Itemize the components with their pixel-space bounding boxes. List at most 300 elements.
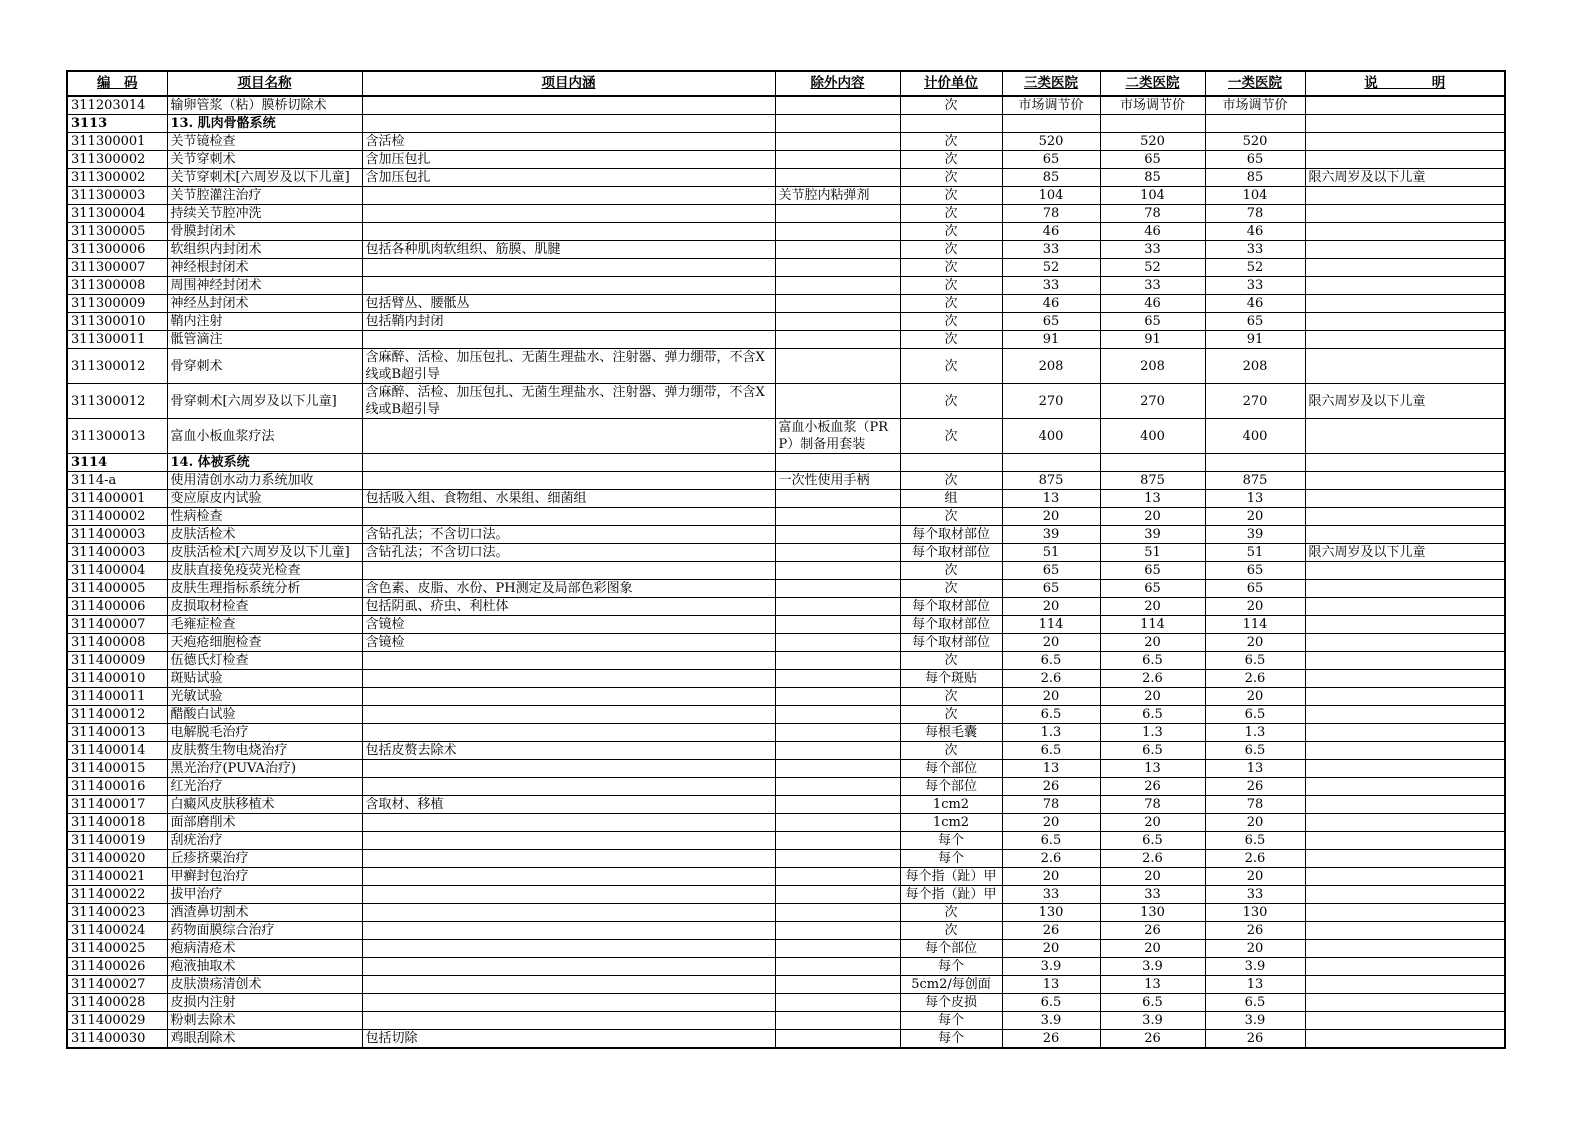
cell-hospital1: 市场调节价	[1205, 96, 1305, 115]
cell-name: 变应原皮内试验	[167, 490, 362, 508]
cell-note	[1305, 886, 1505, 904]
cell-excluded	[775, 832, 900, 850]
cell-name: 性病检查	[167, 508, 362, 526]
table-row	[67, 151, 1505, 169]
cell-hospital1: 2.6	[1205, 850, 1305, 868]
cell-name: 骨穿刺术	[167, 349, 362, 384]
cell-hospital2: 78	[1100, 796, 1205, 814]
cell-name: 关节腔灌注治疗	[167, 187, 362, 205]
cell-hospital2: 6.5	[1100, 652, 1205, 670]
cell-hospital2: 33	[1100, 241, 1205, 259]
cell-hospital1: 39	[1205, 526, 1305, 544]
cell-hospital3: 51	[1002, 544, 1100, 562]
cell-hospital1: 208	[1205, 349, 1305, 384]
cell-note	[1305, 760, 1505, 778]
cell-content	[362, 778, 775, 796]
cell-hospital3: 20	[1002, 940, 1100, 958]
cell-code: 311300001	[67, 133, 167, 151]
cell-hospital1: 6.5	[1205, 832, 1305, 850]
table-row	[67, 241, 1505, 259]
cell-code: 311400025	[67, 940, 167, 958]
cell-hospital2: 65	[1100, 313, 1205, 331]
cell-content	[362, 419, 775, 454]
cell-name: 红光治疗	[167, 778, 362, 796]
cell-content: 包括吸入组、食物组、水果组、细菌组	[362, 490, 775, 508]
cell-note	[1305, 205, 1505, 223]
cell-hospital2: 39	[1100, 526, 1205, 544]
table-row	[67, 724, 1505, 742]
cell-hospital2: 3.9	[1100, 1012, 1205, 1030]
cell-hospital2: 13	[1100, 760, 1205, 778]
cell-note	[1305, 868, 1505, 886]
cell-note	[1305, 223, 1505, 241]
cell-code: 311300002	[67, 169, 167, 187]
cell-note	[1305, 1030, 1505, 1049]
cell-unit: 每个	[900, 850, 1002, 868]
cell-note	[1305, 742, 1505, 760]
cell-code: 311400015	[67, 760, 167, 778]
cell-content: 包括鞘内封闭	[362, 313, 775, 331]
cell-hospital2: 46	[1100, 223, 1205, 241]
cell-unit: 每个部位	[900, 778, 1002, 796]
cell-hospital1: 20	[1205, 634, 1305, 652]
cell-code: 311400024	[67, 922, 167, 940]
cell-hospital2	[1100, 454, 1205, 472]
cell-hospital1: 26	[1205, 778, 1305, 796]
cell-code: 311400009	[67, 652, 167, 670]
cell-code: 311300012	[67, 384, 167, 419]
cell-code: 311300013	[67, 419, 167, 454]
table-row	[67, 580, 1505, 598]
cell-hospital2: 208	[1100, 349, 1205, 384]
cell-note	[1305, 598, 1505, 616]
cell-unit: 次	[900, 419, 1002, 454]
cell-hospital1: 104	[1205, 187, 1305, 205]
cell-unit: 每个斑贴	[900, 670, 1002, 688]
cell-excluded	[775, 259, 900, 277]
cell-name: 使用清创水动力系统加收	[167, 472, 362, 490]
table-row	[67, 419, 1505, 454]
cell-unit: 5cm2/每创面	[900, 976, 1002, 994]
cell-name: 疱病清疮术	[167, 940, 362, 958]
cell-hospital1: 3.9	[1205, 958, 1305, 976]
cell-content	[362, 96, 775, 115]
cell-code: 311400008	[67, 634, 167, 652]
cell-content	[362, 886, 775, 904]
cell-note	[1305, 562, 1505, 580]
cell-code: 311400003	[67, 526, 167, 544]
cell-name: 甲癣封包治疗	[167, 868, 362, 886]
cell-hospital3: 39	[1002, 526, 1100, 544]
cell-content: 含麻醉、活检、加压包扎、无菌生理盐水、注射器、弹力绷带，不含X线或B超引导	[362, 384, 775, 419]
table-row	[67, 616, 1505, 634]
cell-note	[1305, 634, 1505, 652]
cell-note	[1305, 472, 1505, 490]
cell-note	[1305, 814, 1505, 832]
cell-hospital1: 3.9	[1205, 1012, 1305, 1030]
cell-hospital1: 20	[1205, 940, 1305, 958]
cell-note	[1305, 706, 1505, 724]
cell-name: 皮肤赘生物电烧治疗	[167, 742, 362, 760]
cell-hospital1: 85	[1205, 169, 1305, 187]
table-row	[67, 313, 1505, 331]
cell-hospital3: 400	[1002, 419, 1100, 454]
cell-hospital3: 1.3	[1002, 724, 1100, 742]
cell-excluded	[775, 922, 900, 940]
cell-unit: 次	[900, 706, 1002, 724]
cell-content	[362, 832, 775, 850]
cell-content	[362, 670, 775, 688]
cell-name: 皮肤活检术[六周岁及以下儿童]	[167, 544, 362, 562]
cell-hospital1	[1205, 115, 1305, 133]
cell-content	[362, 508, 775, 526]
cell-hospital2: 114	[1100, 616, 1205, 634]
cell-hospital3: 市场调节价	[1002, 96, 1100, 115]
cell-excluded	[775, 241, 900, 259]
cell-hospital2: 85	[1100, 169, 1205, 187]
cell-note	[1305, 187, 1505, 205]
cell-hospital2: 26	[1100, 1030, 1205, 1049]
cell-hospital2: 1.3	[1100, 724, 1205, 742]
cell-content	[362, 760, 775, 778]
cell-name: 电解脱毛治疗	[167, 724, 362, 742]
cell-content	[362, 562, 775, 580]
cell-code: 311400022	[67, 886, 167, 904]
cell-hospital3: 52	[1002, 259, 1100, 277]
cell-hospital3: 6.5	[1002, 706, 1100, 724]
cell-hospital3: 20	[1002, 634, 1100, 652]
cell-unit: 每个	[900, 1012, 1002, 1030]
cell-name: 药物面膜综合治疗	[167, 922, 362, 940]
cell-hospital2: 20	[1100, 598, 1205, 616]
cell-code: 311400007	[67, 616, 167, 634]
cell-hospital1: 65	[1205, 580, 1305, 598]
cell-hospital2: 91	[1100, 331, 1205, 349]
cell-code: 311400023	[67, 904, 167, 922]
cell-content: 含钻孔法；不含切口法。	[362, 526, 775, 544]
cell-content: 包括阴虱、疥虫、利杜体	[362, 598, 775, 616]
header-row	[67, 71, 1505, 96]
cell-content: 含活检	[362, 133, 775, 151]
cell-hospital3: 46	[1002, 223, 1100, 241]
cell-note	[1305, 688, 1505, 706]
table-row	[67, 688, 1505, 706]
cell-content	[362, 922, 775, 940]
cell-hospital3: 26	[1002, 922, 1100, 940]
cell-hospital2: 130	[1100, 904, 1205, 922]
cell-excluded	[775, 760, 900, 778]
cell-excluded	[775, 634, 900, 652]
cell-unit: 次	[900, 742, 1002, 760]
cell-hospital3: 130	[1002, 904, 1100, 922]
cell-hospital1: 270	[1205, 384, 1305, 419]
cell-hospital3: 6.5	[1002, 832, 1100, 850]
cell-name: 关节穿刺术[六周岁及以下儿童]	[167, 169, 362, 187]
cell-hospital3	[1002, 115, 1100, 133]
cell-note	[1305, 832, 1505, 850]
cell-unit: 每根毛囊	[900, 724, 1002, 742]
cell-content	[362, 958, 775, 976]
table-row	[67, 796, 1505, 814]
table-row	[67, 223, 1505, 241]
cell-name: 皮损内注射	[167, 994, 362, 1012]
table-row	[67, 205, 1505, 223]
cell-name: 皮肤溃疡清创术	[167, 976, 362, 994]
cell-code: 311300005	[67, 223, 167, 241]
cell-hospital3: 875	[1002, 472, 1100, 490]
cell-excluded	[775, 1012, 900, 1030]
cell-note	[1305, 994, 1505, 1012]
table-row	[67, 742, 1505, 760]
cell-code: 311400020	[67, 850, 167, 868]
cell-note	[1305, 850, 1505, 868]
cell-unit: 每个指（趾）甲	[900, 886, 1002, 904]
cell-content	[362, 940, 775, 958]
table-row	[67, 169, 1505, 187]
cell-excluded	[775, 706, 900, 724]
cell-excluded	[775, 724, 900, 742]
cell-hospital1: 20	[1205, 508, 1305, 526]
cell-hospital2: 78	[1100, 205, 1205, 223]
cell-excluded	[775, 994, 900, 1012]
cell-note	[1305, 115, 1505, 133]
cell-hospital1: 51	[1205, 544, 1305, 562]
cell-hospital3: 6.5	[1002, 994, 1100, 1012]
cell-hospital1: 20	[1205, 688, 1305, 706]
table-row	[67, 562, 1505, 580]
cell-code: 311400011	[67, 688, 167, 706]
cell-code: 311400012	[67, 706, 167, 724]
cell-hospital3: 85	[1002, 169, 1100, 187]
cell-excluded: 一次性使用手柄	[775, 472, 900, 490]
cell-content	[362, 205, 775, 223]
cell-hospital1: 13	[1205, 490, 1305, 508]
cell-hospital3	[1002, 454, 1100, 472]
cell-hospital1: 65	[1205, 562, 1305, 580]
cell-hospital3: 3.9	[1002, 1012, 1100, 1030]
cell-hospital2: 65	[1100, 562, 1205, 580]
cell-hospital3: 2.6	[1002, 850, 1100, 868]
cell-name: 鸡眼刮除术	[167, 1030, 362, 1049]
cell-content	[362, 868, 775, 886]
column-header-note: 说 明	[1305, 71, 1505, 96]
cell-excluded	[775, 277, 900, 295]
cell-hospital3: 46	[1002, 295, 1100, 313]
cell-unit: 次	[900, 313, 1002, 331]
cell-code: 311400006	[67, 598, 167, 616]
cell-name: 毛雍症检查	[167, 616, 362, 634]
cell-hospital2: 875	[1100, 472, 1205, 490]
cell-excluded	[775, 868, 900, 886]
cell-excluded	[775, 490, 900, 508]
table-row	[67, 868, 1505, 886]
cell-note	[1305, 652, 1505, 670]
cell-excluded	[775, 313, 900, 331]
table-row	[67, 526, 1505, 544]
cell-note	[1305, 419, 1505, 454]
cell-unit: 次	[900, 259, 1002, 277]
cell-excluded	[775, 205, 900, 223]
cell-content: 包括各种肌肉软组织、筋膜、肌腱	[362, 241, 775, 259]
cell-unit: 次	[900, 562, 1002, 580]
table-row	[67, 940, 1505, 958]
cell-hospital1: 6.5	[1205, 994, 1305, 1012]
cell-hospital1: 1.3	[1205, 724, 1305, 742]
cell-hospital2: 6.5	[1100, 994, 1205, 1012]
cell-hospital3: 33	[1002, 241, 1100, 259]
cell-hospital3: 20	[1002, 508, 1100, 526]
cell-hospital1: 78	[1205, 796, 1305, 814]
cell-hospital1: 20	[1205, 868, 1305, 886]
table-row	[67, 384, 1505, 419]
cell-hospital1: 33	[1205, 277, 1305, 295]
cell-hospital1: 46	[1205, 223, 1305, 241]
table-row	[67, 850, 1505, 868]
cell-hospital1: 400	[1205, 419, 1305, 454]
cell-hospital3: 33	[1002, 277, 1100, 295]
cell-content	[362, 277, 775, 295]
cell-content	[362, 706, 775, 724]
cell-hospital2: 2.6	[1100, 670, 1205, 688]
cell-hospital2: 65	[1100, 151, 1205, 169]
cell-unit: 每个取材部位	[900, 616, 1002, 634]
cell-hospital2: 33	[1100, 886, 1205, 904]
cell-hospital3: 114	[1002, 616, 1100, 634]
cell-content	[362, 850, 775, 868]
table-row	[67, 886, 1505, 904]
cell-excluded	[775, 850, 900, 868]
cell-hospital2: 3.9	[1100, 958, 1205, 976]
cell-name: 皮肤直接免疫荧光检查	[167, 562, 362, 580]
cell-name: 天疱疮细胞检查	[167, 634, 362, 652]
cell-unit: 次	[900, 277, 1002, 295]
table-row	[67, 904, 1505, 922]
cell-note	[1305, 526, 1505, 544]
cell-name: 刮疣治疗	[167, 832, 362, 850]
cell-content: 含取材、移植	[362, 796, 775, 814]
cell-excluded	[775, 96, 900, 115]
cell-unit: 1cm2	[900, 814, 1002, 832]
cell-note	[1305, 940, 1505, 958]
cell-hospital3: 104	[1002, 187, 1100, 205]
cell-excluded	[775, 169, 900, 187]
cell-excluded	[775, 742, 900, 760]
cell-note	[1305, 778, 1505, 796]
cell-code: 311400002	[67, 508, 167, 526]
table-body	[67, 96, 1505, 1048]
cell-note	[1305, 670, 1505, 688]
cell-hospital3: 91	[1002, 331, 1100, 349]
cell-hospital2: 26	[1100, 922, 1205, 940]
cell-unit: 次	[900, 205, 1002, 223]
cell-unit: 次	[900, 922, 1002, 940]
cell-name: 富血小板血浆疗法	[167, 419, 362, 454]
cell-note	[1305, 616, 1505, 634]
cell-excluded	[775, 1030, 900, 1049]
cell-hospital3: 20	[1002, 598, 1100, 616]
cell-unit: 次	[900, 96, 1002, 115]
cell-note	[1305, 724, 1505, 742]
cell-content	[362, 904, 775, 922]
cell-content	[362, 454, 775, 472]
cell-content: 含钻孔法；不含切口法。	[362, 544, 775, 562]
cell-note	[1305, 96, 1505, 115]
cell-unit: 每个指（趾）甲	[900, 868, 1002, 886]
cell-code: 311400026	[67, 958, 167, 976]
cell-hospital2	[1100, 115, 1205, 133]
cell-note	[1305, 490, 1505, 508]
cell-unit: 1cm2	[900, 796, 1002, 814]
cell-code: 311400021	[67, 868, 167, 886]
table-row	[67, 349, 1505, 384]
cell-hospital3: 20	[1002, 688, 1100, 706]
cell-hospital1: 13	[1205, 760, 1305, 778]
cell-note	[1305, 796, 1505, 814]
cell-unit	[900, 454, 1002, 472]
column-header-name: 项目名称	[167, 71, 362, 96]
cell-code: 3114-a	[67, 472, 167, 490]
table-row	[67, 1030, 1505, 1049]
cell-code: 311400018	[67, 814, 167, 832]
cell-hospital1: 13	[1205, 976, 1305, 994]
cell-unit: 次	[900, 223, 1002, 241]
cell-code: 311400001	[67, 490, 167, 508]
cell-name: 皮肤活检术	[167, 526, 362, 544]
cell-note	[1305, 349, 1505, 384]
cell-name: 粉刺去除术	[167, 1012, 362, 1030]
cell-note	[1305, 277, 1505, 295]
cell-content: 包括皮赘去除术	[362, 742, 775, 760]
cell-name: 拔甲治疗	[167, 886, 362, 904]
cell-name: 黑光治疗(PUVA治疗)	[167, 760, 362, 778]
cell-hospital1: 78	[1205, 205, 1305, 223]
table-row	[67, 490, 1505, 508]
cell-hospital2: 20	[1100, 688, 1205, 706]
cell-code: 311400027	[67, 976, 167, 994]
cell-note	[1305, 508, 1505, 526]
cell-hospital2: 400	[1100, 419, 1205, 454]
cell-content	[362, 976, 775, 994]
cell-hospital3: 26	[1002, 1030, 1100, 1049]
cell-code: 311300010	[67, 313, 167, 331]
table-row	[67, 96, 1505, 115]
table-row	[67, 652, 1505, 670]
cell-name: 伍德氏灯检查	[167, 652, 362, 670]
cell-hospital3: 6.5	[1002, 652, 1100, 670]
table-row	[67, 976, 1505, 994]
cell-hospital1: 114	[1205, 616, 1305, 634]
cell-hospital3: 270	[1002, 384, 1100, 419]
medical-price-table	[66, 70, 1506, 1049]
cell-content: 含色素、皮脂、水份、PH测定及局部色彩图象	[362, 580, 775, 598]
cell-excluded	[775, 598, 900, 616]
cell-excluded	[775, 886, 900, 904]
cell-name: 持续关节腔冲洗	[167, 205, 362, 223]
cell-excluded	[775, 976, 900, 994]
cell-hospital2: 520	[1100, 133, 1205, 151]
cell-code: 311400028	[67, 994, 167, 1012]
cell-name: 关节镜检查	[167, 133, 362, 151]
cell-unit: 次	[900, 349, 1002, 384]
table-row	[67, 454, 1505, 472]
cell-excluded	[775, 940, 900, 958]
cell-hospital2: 20	[1100, 814, 1205, 832]
column-header-hospital1: 一类医院	[1205, 71, 1305, 96]
cell-note	[1305, 313, 1505, 331]
table-row	[67, 133, 1505, 151]
cell-note	[1305, 133, 1505, 151]
cell-code: 311400004	[67, 562, 167, 580]
